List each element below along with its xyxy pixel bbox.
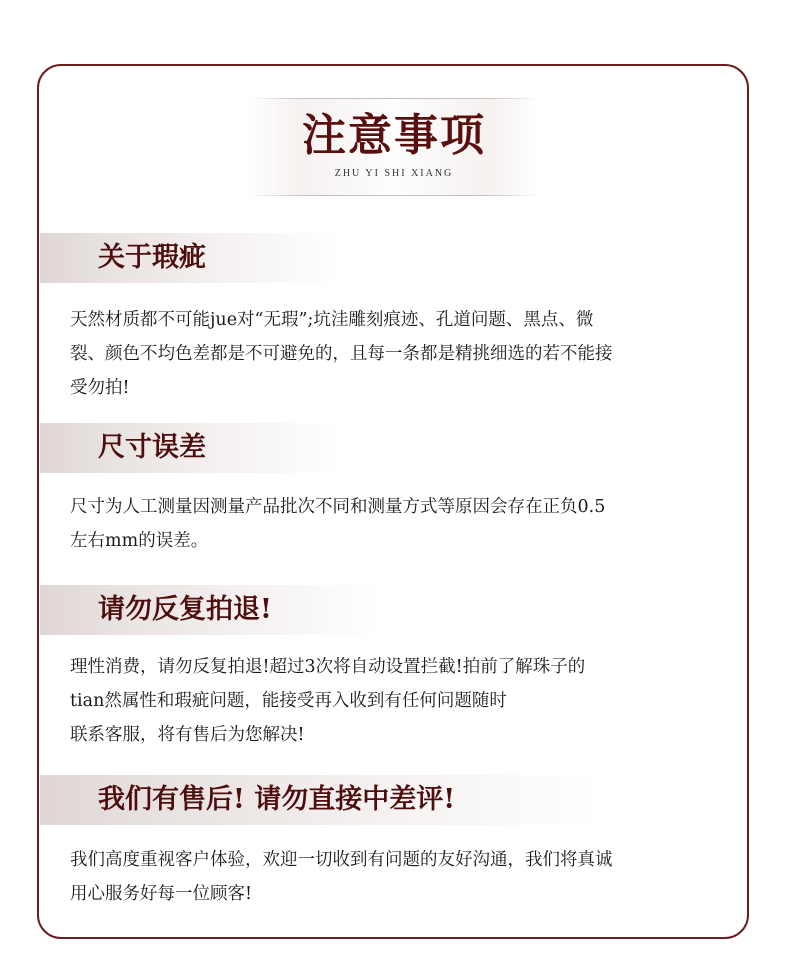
section-heading-text: 我们有售后! 请勿直接中差评! — [98, 784, 456, 815]
section-body-flaws — [70, 303, 738, 405]
body-line: 受勿拍! — [70, 378, 130, 398]
section-body-size-error — [70, 490, 738, 558]
body-line: tian然属性和瑕疵问题，能接受再入收到有任何问题随时 — [70, 691, 507, 711]
section-heading-size-error — [40, 423, 340, 473]
page-title: 注意事项 — [302, 110, 486, 161]
body-line: 尺寸为人工测量因测量产品批次不同和测量方式等原因会存在正负0.5 — [70, 497, 606, 517]
section-heading-text: 尺寸误差 — [98, 432, 206, 463]
body-line: 我们高度重视客户体验，欢迎一切收到有问题的友好沟通，我们将真诚 — [70, 850, 613, 870]
section-heading-text: 关于瑕疵 — [98, 242, 206, 273]
section-heading-text: 请勿反复拍退! — [98, 594, 272, 625]
page-subtitle-pinyin: ZHU YI SHI XIANG — [334, 168, 454, 179]
title-top-rule — [248, 98, 540, 99]
section-body-after-sales — [70, 843, 738, 911]
body-line: 用心服务好每一位顾客! — [70, 884, 253, 904]
body-line: 裂、颜色不均色差都是不可避免的，且每一条都是精挑细选的若不能接 — [70, 344, 613, 364]
body-line: 左右mm的误差。 — [70, 531, 209, 551]
body-line: 联系客服，将有售后为您解决! — [70, 725, 305, 745]
body-line: 理性消费，请勿反复拍退!超过3次将自动设置拦截!拍前了解珠子的 — [70, 657, 586, 677]
section-heading-no-repeat-returns — [40, 585, 380, 635]
section-heading-after-sales — [40, 775, 600, 825]
title-block — [248, 98, 540, 196]
section-heading-flaws — [40, 233, 340, 283]
section-body-no-repeat-returns — [70, 650, 738, 752]
title-bottom-rule — [248, 195, 540, 196]
body-line: 天然材质都不可能jue对“无瑕”;坑洼雕刻痕迹、孔道问题、黑点、微 — [70, 310, 594, 330]
